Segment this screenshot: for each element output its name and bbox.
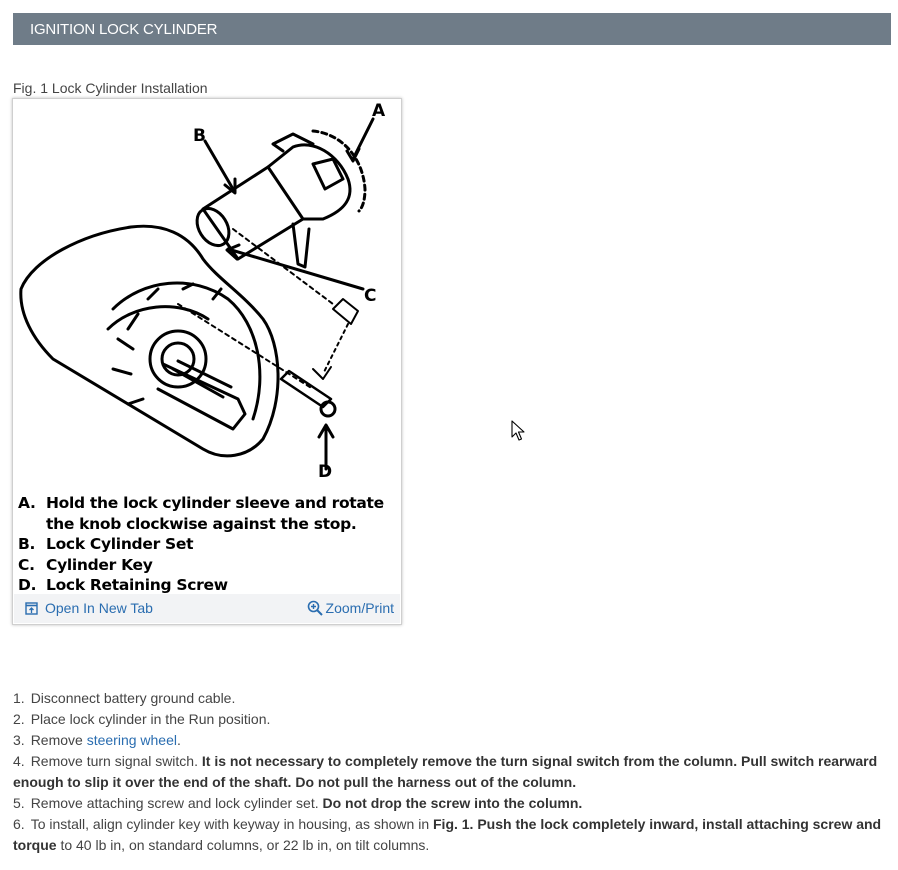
step-text: Remove attaching screw and lock cylinder set. <box>30 795 323 811</box>
steering-wheel-link[interactable]: steering wheel <box>86 732 177 748</box>
step-warning: It is not necessary to completely remove the turn signal switch from the column. Pull switch rearward enough to slip it over the end of the shaft. Do not pull the harness out of the column. <box>13 753 878 790</box>
step-number: 5. <box>13 795 25 811</box>
mouse-pointer-icon <box>511 420 525 447</box>
legend-key: D. <box>18 576 37 594</box>
open-in-new-tab-label: Open In New Tab <box>45 600 153 616</box>
zoom-print-label: Zoom/Print <box>325 600 394 616</box>
step-text: Remove <box>30 732 87 748</box>
figure-container <box>12 98 402 625</box>
legend-key: B. <box>18 535 36 553</box>
callout-c: C <box>364 286 377 306</box>
figure-footer <box>14 594 400 623</box>
section-header <box>13 13 891 45</box>
lock-cylinder-diagram[interactable] <box>13 99 401 491</box>
zoom-in-icon <box>307 600 323 616</box>
step-number: 6. <box>13 816 25 832</box>
retaining-screw <box>281 371 331 407</box>
legend-text: Cylinder Key <box>46 555 153 574</box>
legend-item <box>18 493 398 534</box>
legend-text: Hold the lock cylinder sleeve and rotate the knob clockwise against the stop. <box>46 494 384 533</box>
legend-item <box>18 534 398 555</box>
callout-a: A <box>372 101 386 121</box>
step-item <box>13 793 888 814</box>
step-text: . <box>177 732 181 748</box>
section-title: IGNITION LOCK CYLINDER <box>30 21 218 38</box>
step-item <box>13 730 888 751</box>
step-text: Place lock cylinder in the Run position. <box>30 711 271 727</box>
step-text: to 40 lb in, on standard columns, or 22 lb in, on tilt columns. <box>56 837 430 853</box>
open-new-tab-icon <box>25 602 38 615</box>
legend-item <box>18 575 398 596</box>
legend-key: C. <box>18 555 35 574</box>
zoom-print-link[interactable] <box>307 600 394 616</box>
step-number: 4. <box>13 753 25 769</box>
figure-caption: Fig. 1 Lock Cylinder Installation <box>13 80 208 96</box>
step-number: 2. <box>13 711 25 727</box>
step-text: Remove turn signal switch. <box>30 753 202 769</box>
step-item <box>13 688 888 709</box>
figure-legend <box>18 493 398 596</box>
legend-item <box>18 555 398 576</box>
legend-text: Lock Cylinder Set <box>46 535 194 553</box>
step-item <box>13 814 888 856</box>
step-number: 1. <box>13 690 25 706</box>
step-text: Disconnect battery ground cable. <box>30 690 236 706</box>
callout-d: D <box>318 462 333 482</box>
step-text: To install, align cylinder key with keyway in housing, as shown in <box>30 816 433 832</box>
step-item <box>13 751 888 793</box>
step-emphasis: Fig. 1. Push the lock completely inward, install attaching screw and torque <box>13 816 882 853</box>
legend-text: Lock Retaining Screw <box>46 576 228 594</box>
procedure-steps <box>13 688 888 856</box>
legend-key: A. <box>18 494 36 512</box>
open-in-new-tab-link[interactable] <box>25 600 153 616</box>
step-warning: Do not drop the screw into the column. <box>322 795 583 811</box>
callout-b: B <box>193 126 206 146</box>
step-item <box>13 709 888 730</box>
step-number: 3. <box>13 732 25 748</box>
